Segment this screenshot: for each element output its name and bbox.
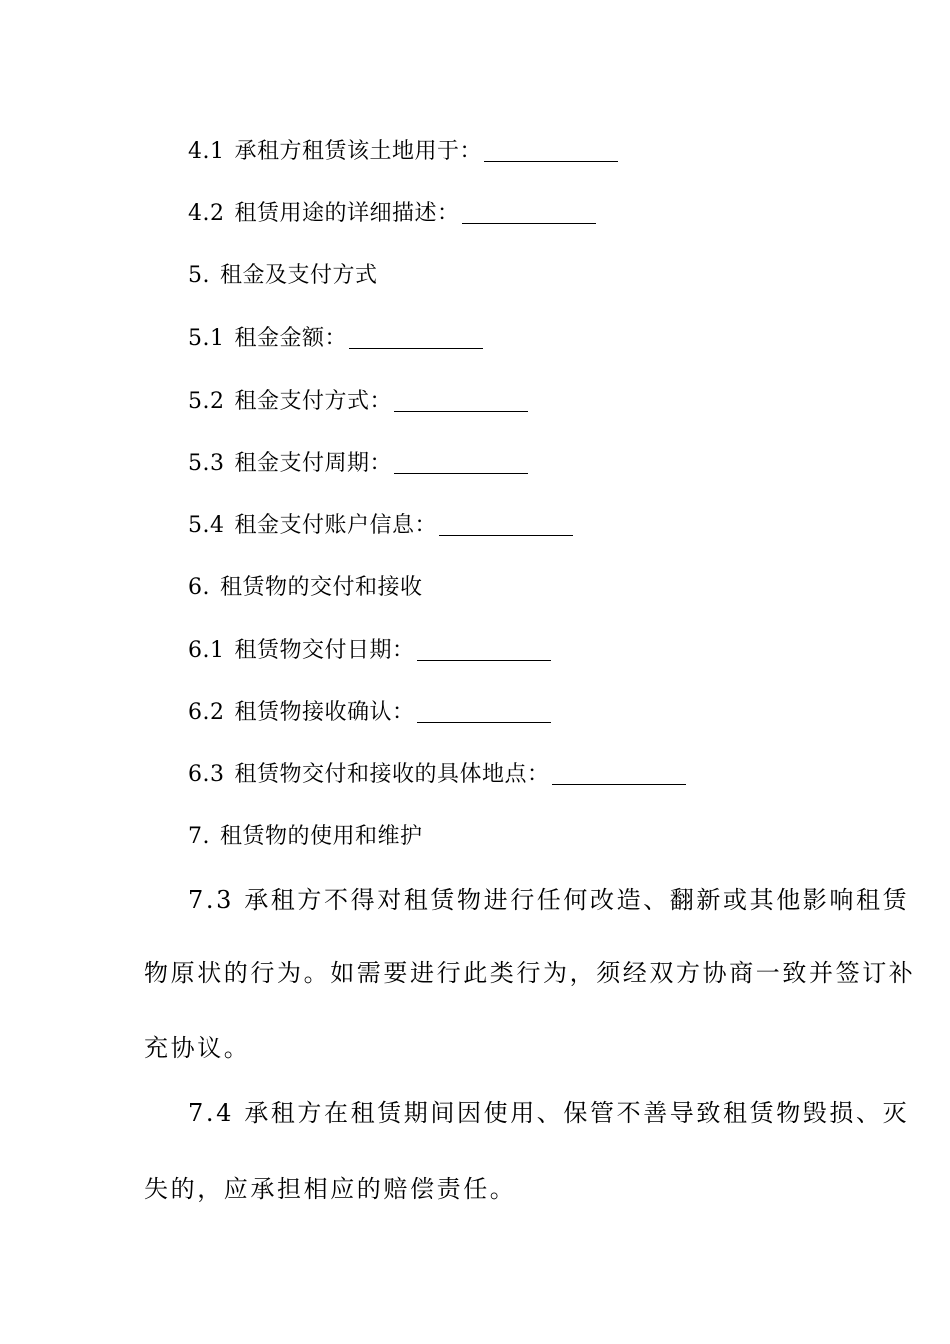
section-7-heading [188,822,423,852]
paragraph-line: 失的，应承担相应的赔偿责任。 [144,1175,517,1203]
clause-text: 租金金额： [234,326,348,351]
fill-in-blank[interactable] [417,638,551,661]
clause-number: 5.4 [188,513,225,538]
clause-number: 6.3 [188,762,225,787]
clause-text: 租赁用途的详细描述： [234,201,460,226]
clause-5-4 [188,511,573,541]
clause-4-1 [188,137,618,167]
clause-text: 租赁物交付和接收的具体地点： [234,762,550,787]
fill-in-blank[interactable] [394,451,528,474]
section-6-heading [188,573,423,603]
section-number: 6. [188,575,210,600]
fill-in-blank[interactable] [462,201,596,224]
clause-number: 6.2 [188,700,225,725]
clause-text: 租金支付方式： [234,389,393,414]
clause-number: 4.1 [188,139,225,164]
clause-6-3 [188,760,686,790]
section-5-heading [188,261,378,291]
fill-in-blank[interactable] [417,700,551,723]
clause-text: 租金支付周期： [234,451,393,476]
clause-6-2 [188,698,551,728]
clause-5-3 [188,449,528,479]
clause-number: 6.1 [188,638,225,663]
section-number: 7. [188,824,210,849]
fill-in-blank[interactable] [552,762,686,785]
section-title: 租金及支付方式 [220,263,378,288]
section-title: 租赁物的使用和维护 [220,824,423,849]
paragraph-line: 7.3 承租方不得对租赁物进行任何改造、翻新或其他影响租赁 [188,886,910,914]
fill-in-blank[interactable] [439,513,573,536]
section-title: 租赁物的交付和接收 [220,575,423,600]
paragraph-line: 7.4 承租方在租赁期间因使用、保管不善导致租赁物毁损、灭 [188,1099,910,1127]
clause-5-2 [188,387,528,417]
clause-5-1 [188,324,483,354]
section-number: 5. [188,263,210,288]
paragraph-line: 物原状的行为。如需要进行此类行为，须经双方协商一致并签订补 [144,959,916,987]
clause-text: 租赁物交付日期： [234,638,415,663]
clause-number: 5.1 [188,326,225,351]
fill-in-blank[interactable] [349,326,483,349]
clause-6-1 [188,636,551,666]
clause-number: 5.2 [188,389,225,414]
paragraph-line: 充协议。 [144,1034,251,1062]
clause-number: 5.3 [188,451,225,476]
clause-number: 4.2 [188,201,225,226]
clause-text: 租金支付账户信息： [234,513,438,538]
fill-in-blank[interactable] [484,139,618,162]
clause-text: 租赁物接收确认： [234,700,415,725]
fill-in-blank[interactable] [394,389,528,412]
clause-text: 承租方租赁该土地用于： [234,139,483,164]
clause-4-2 [188,199,596,229]
